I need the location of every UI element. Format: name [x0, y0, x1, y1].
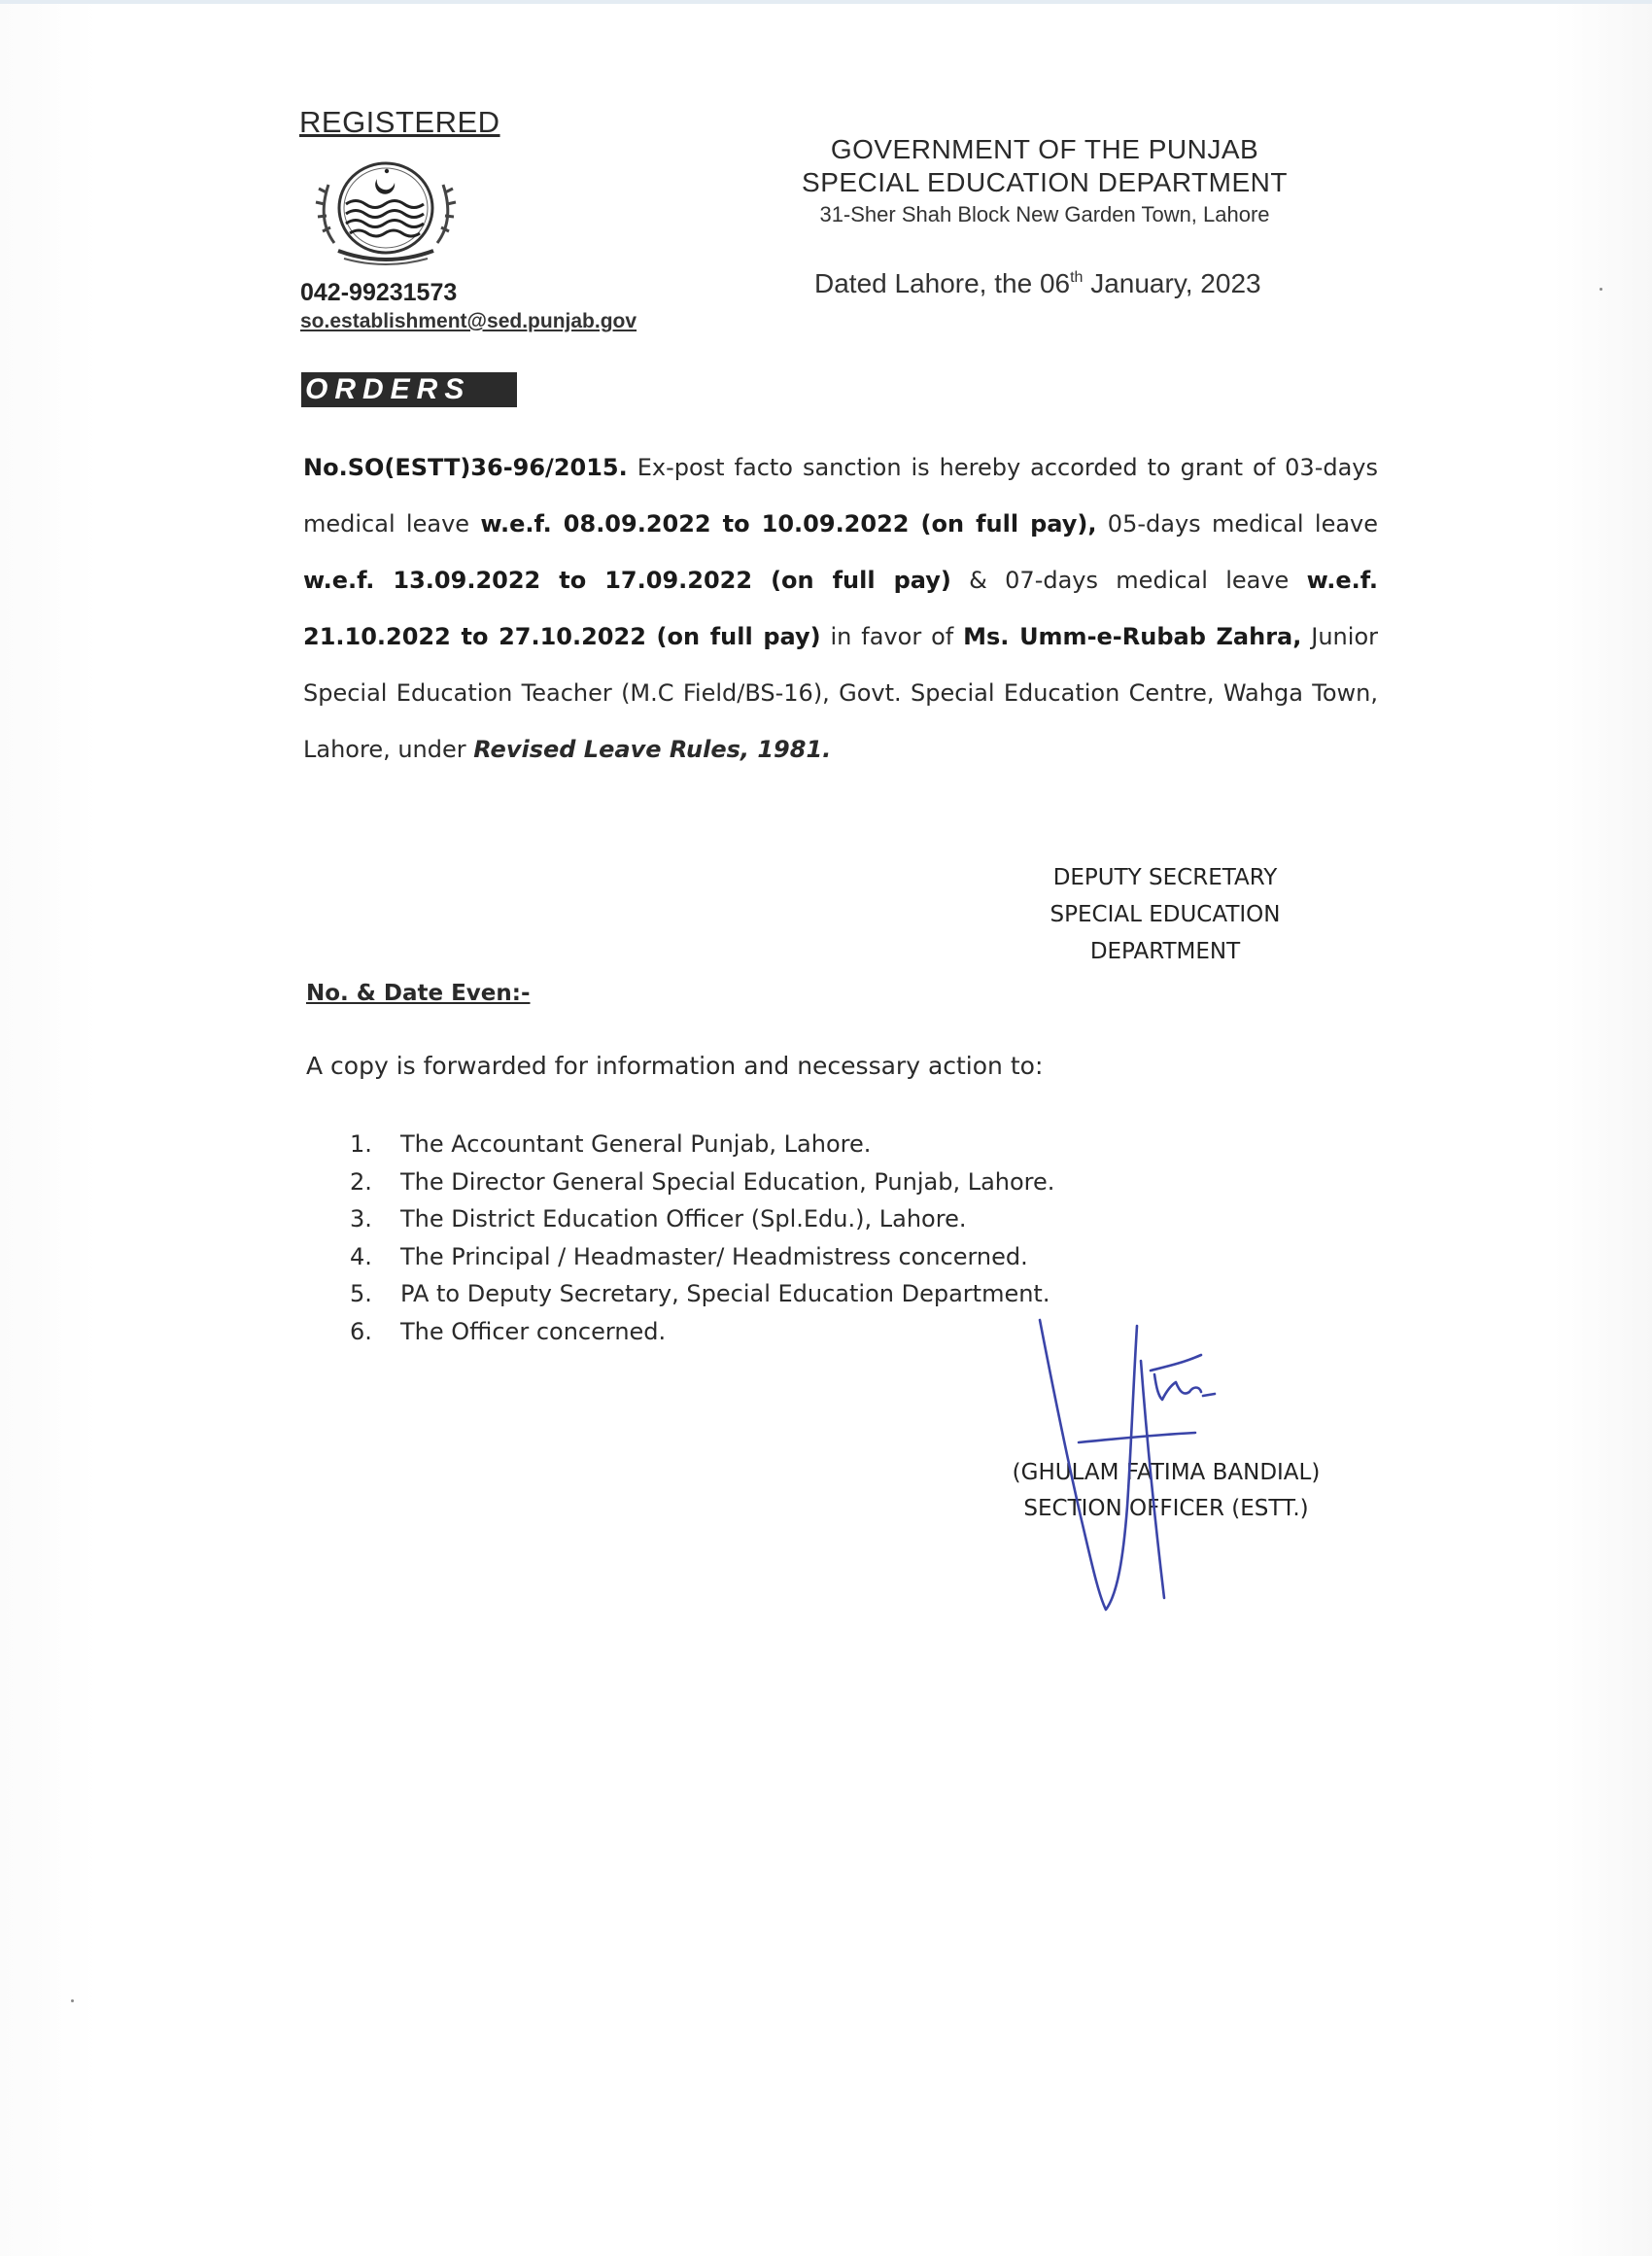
list-text: The Director General Special Education, Punjab, Lahore.	[400, 1167, 1055, 1196]
order-number: No.SO(ESTT)36-96/2015.	[303, 454, 628, 481]
deputy-secretary-line-3: DEPARTMENT	[1089, 939, 1241, 964]
list-number: 1.	[350, 1130, 372, 1158]
list-text: PA to Deputy Secretary, Special Education Department.	[400, 1280, 1050, 1307]
employee-name: Ms. Umm-e-Rubab Zahra,	[963, 623, 1302, 650]
list-number: 5.	[350, 1280, 372, 1307]
orders-label: ORDERS	[305, 373, 471, 405]
order-paragraph	[303, 439, 1378, 778]
date-prefix: Dated Lahore, the 06	[814, 268, 1071, 298]
email-link[interactable]: so.establishment@sed.punjab.gov	[300, 310, 637, 332]
department-title: SPECIAL EDUCATION DEPARTMENT	[802, 167, 1288, 197]
list-number: 4.	[350, 1242, 372, 1270]
list-text: The Principal / Headmaster/ Headmistress concerned.	[400, 1242, 1028, 1270]
leave-period-2: w.e.f. 13.09.2022 to 17.09.2022 (on full pay)	[303, 567, 951, 594]
list-item	[350, 1275, 1054, 1313]
list-text: The Accountant General Punjab, Lahore.	[400, 1130, 872, 1158]
registered-label: REGISTERED	[299, 105, 500, 139]
deputy-secretary-line-1: DEPUTY SECRETARY	[1052, 865, 1278, 890]
leave-period-1: w.e.f. 08.09.2022 to 10.09.2022 (on full pay),	[480, 510, 1097, 538]
list-item	[350, 1238, 1054, 1276]
signatory-title: SECTION OFFICER (ESTT.)	[1023, 1496, 1309, 1521]
order-text-2: 05-days medical leave	[1096, 510, 1379, 538]
leave-rules: Revised Leave Rules, 1981.	[473, 736, 832, 763]
date-rest: January, 2023	[1083, 268, 1261, 298]
copy-forwarded-text: A copy is forwarded for information and necessary action to:	[306, 1052, 1044, 1080]
deputy-secretary-block	[972, 859, 1359, 970]
list-text: The Officer concerned.	[400, 1317, 667, 1345]
list-item	[350, 1200, 1054, 1238]
scan-edge	[0, 0, 1652, 4]
deputy-secretary-line-2: SPECIAL EDUCATION	[1050, 902, 1281, 927]
list-number: 6.	[350, 1317, 372, 1345]
list-number: 3.	[350, 1205, 372, 1232]
phone-number: 042-99231573	[300, 279, 458, 306]
government-title: GOVERNMENT OF THE PUNJAB	[830, 134, 1259, 164]
scan-speck	[1600, 288, 1602, 291]
date-ordinal: th	[1070, 269, 1084, 286]
no-date-even: No. & Date Even:-	[306, 981, 531, 1006]
leave-period-3: w.e.f. 21.10.2022 to 27.10.2022 (on full pay)	[303, 567, 1379, 650]
order-text-4: in favor of	[820, 623, 964, 650]
list-item	[350, 1313, 1054, 1351]
list-item	[350, 1163, 1054, 1201]
scan-speck	[71, 1999, 74, 2002]
punjab-government-emblem-icon	[305, 154, 466, 274]
list-text: The District Education Officer (Spl.Edu.), Lahore.	[400, 1205, 967, 1232]
signatory-name: (GHULAM FATIMA BANDIAL)	[1012, 1460, 1321, 1485]
orders-heading	[301, 372, 517, 407]
date-line	[814, 268, 1261, 299]
letterhead	[739, 134, 1351, 227]
order-text-3: & 07-days medical leave	[950, 567, 1307, 594]
list-number: 2.	[350, 1167, 372, 1196]
order-text-5: Junior Special Education Teacher (M.C Field/BS-16), Govt. Special Education Centre, Wahga Town, Lahore, under	[303, 623, 1378, 763]
department-address: 31-Sher Shah Block New Garden Town, Lahore	[819, 202, 1270, 226]
list-item	[350, 1126, 1054, 1163]
order-text-1: Ex-post facto sanction is hereby accorded to grant of 03-days medical leave	[303, 454, 1378, 538]
distribution-list	[350, 1126, 1054, 1350]
signature-image	[1011, 1302, 1263, 1614]
